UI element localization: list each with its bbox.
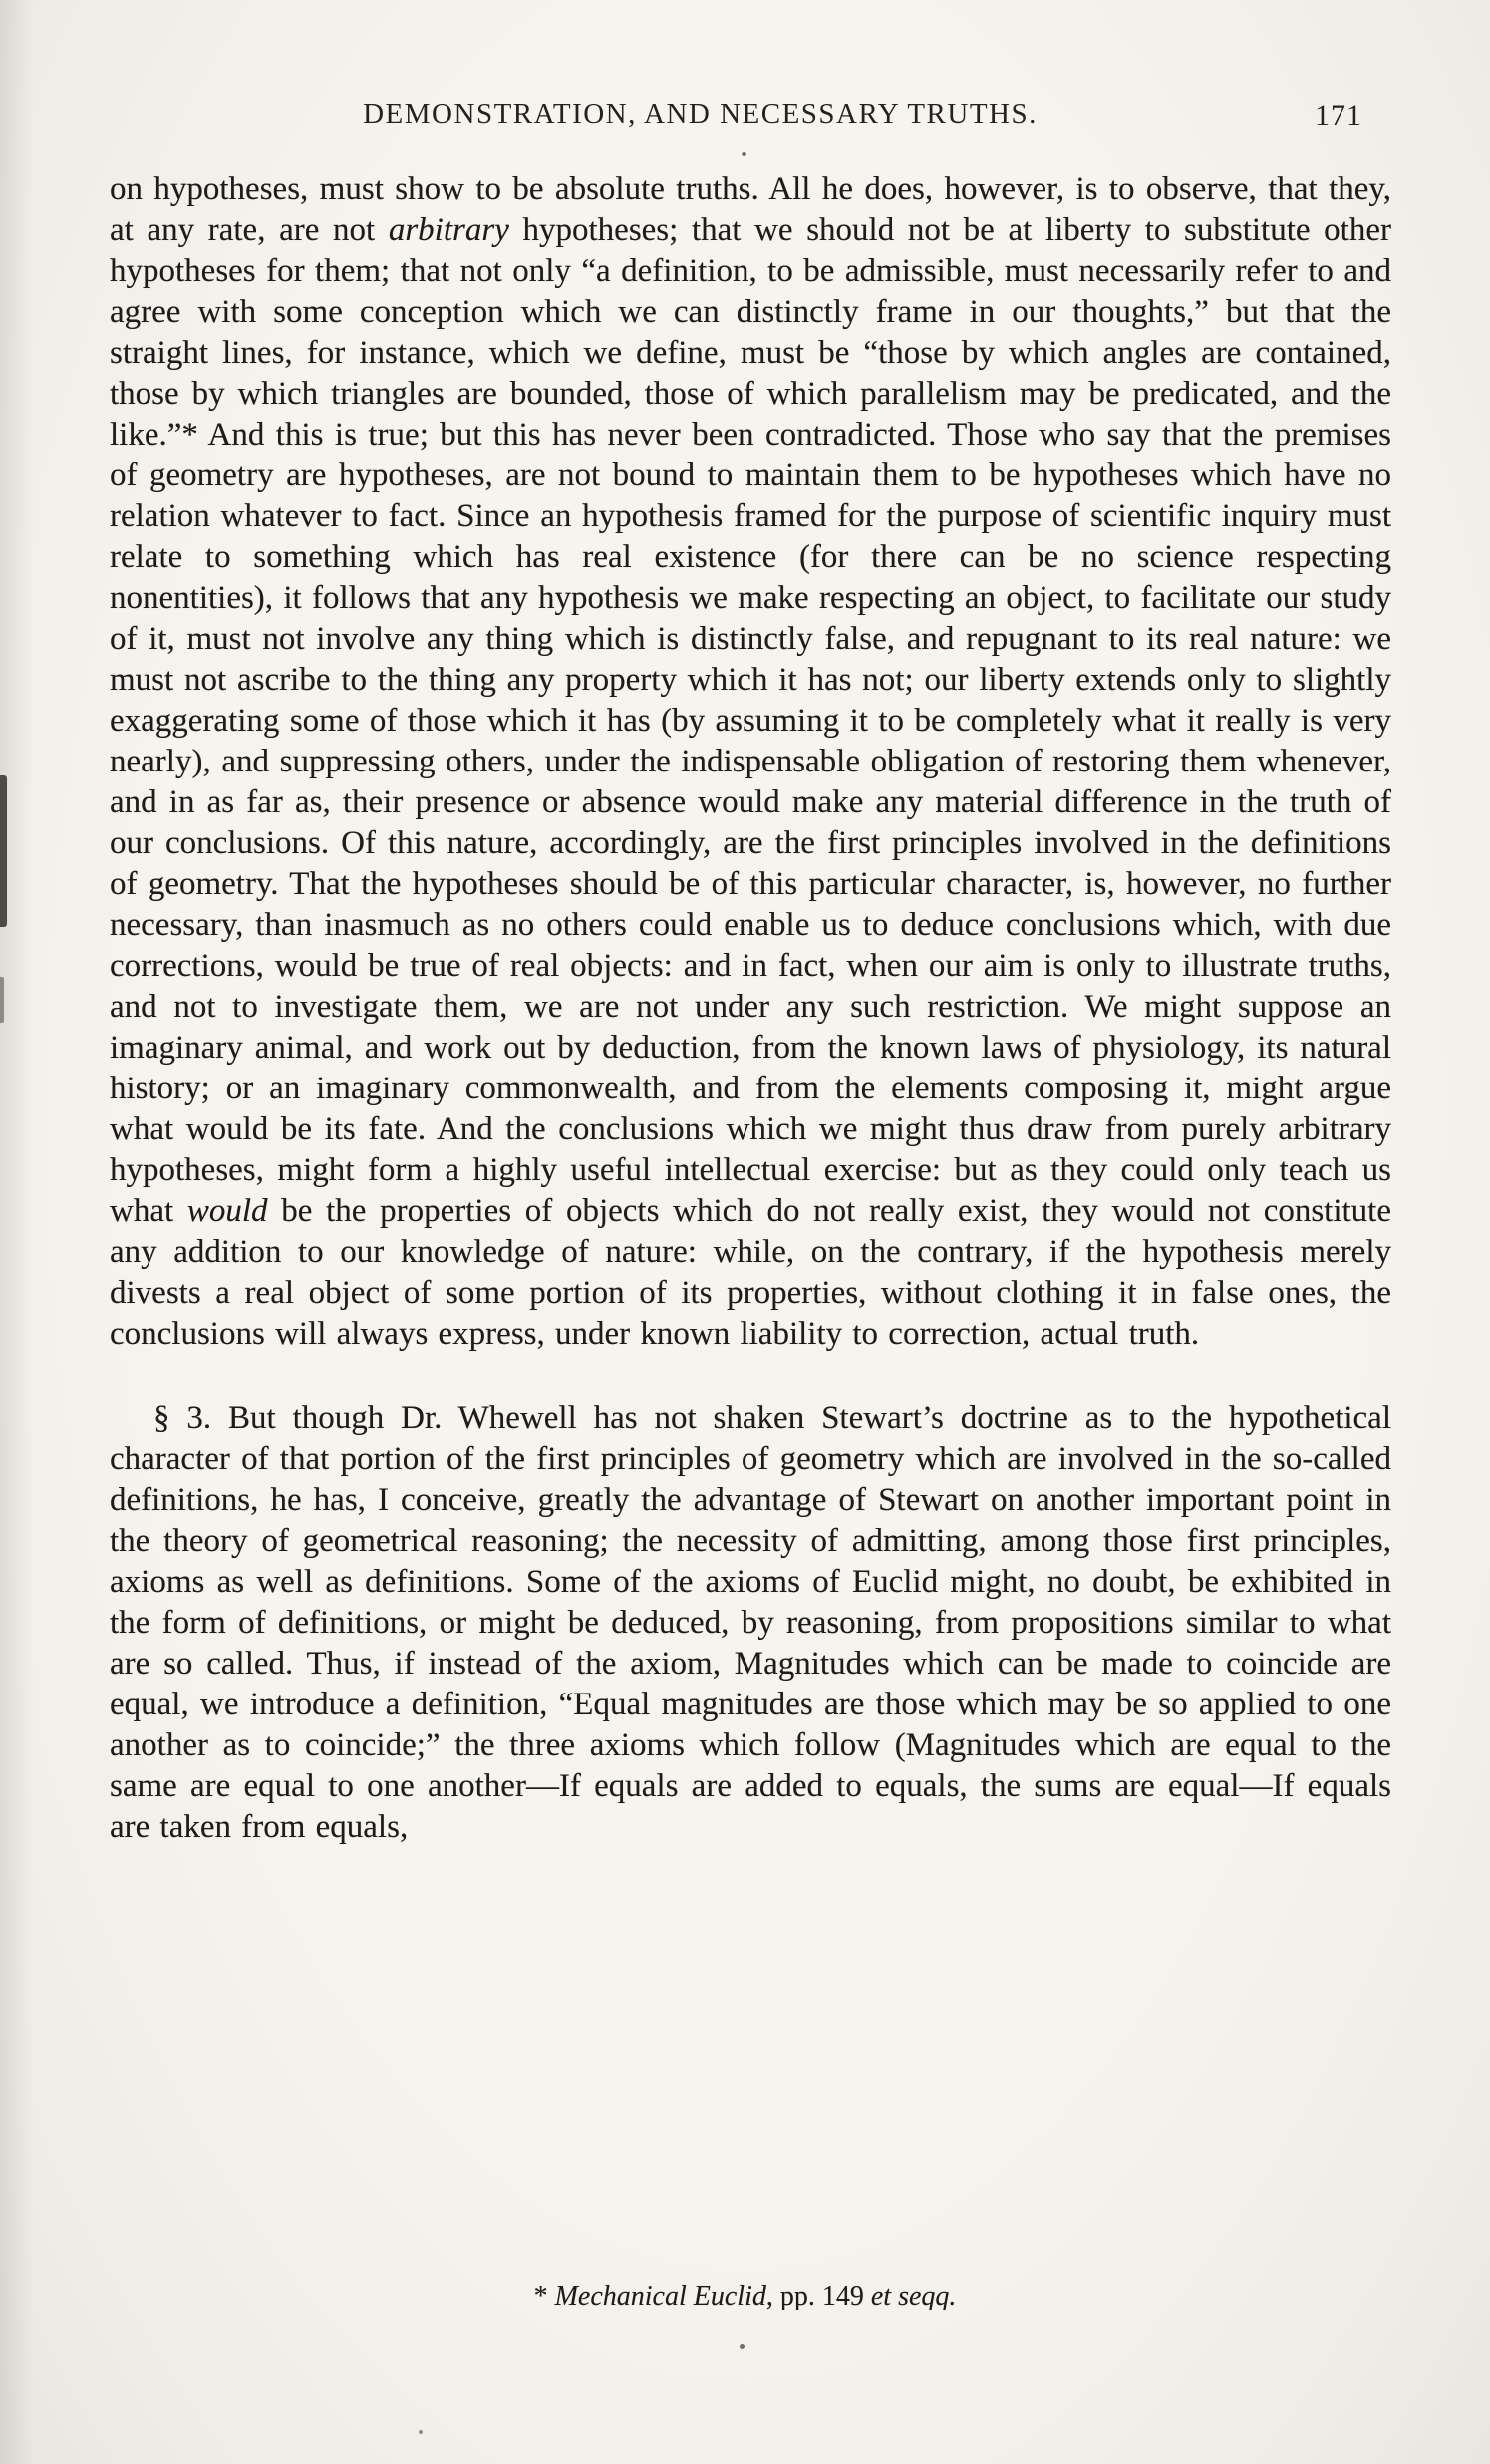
scan-artifact-left-edge: [0, 775, 7, 927]
scan-artifact-left-edge-2: [0, 977, 4, 1023]
running-header-title: DEMONSTRATION, AND NECESSARY TRUTHS.: [363, 98, 1038, 130]
page-body: [110, 169, 1391, 1848]
page-header: [110, 98, 1380, 138]
scan-speck: [419, 2430, 423, 2434]
paragraph-hypotheses: on hypotheses, must show to be absolute truths. All he does, however, is to observe, that they, at any rate, are not arbitrary hypotheses; that we should not be at liberty to substitute other hypotheses for them; that not only “a definition, to be admissible, must necessarily refer to and agree with some conception which we can distinctly frame in our thoughts,” but that the straight lines, for instance, which we define, must be “those by which angles are contained, those by which triangles are bounded, those of which parallelism may be predicated, and the like.”* And this is true; but this has never been contradicted. Those who say that the premises of geometry are hypotheses, are not bound to maintain them to be hypotheses which have no relation whatever to fact. Since an hypothesis framed for the purpose of scientific inquiry must relate to something which has real existence (for there can be no science respecting nonentities), it follows that any hypothesis we make respecting an object, to facilitate our study of it, must not involve any thing which is distinctly false, and repugnant to its real nature: we must not ascribe to the thing any property which it has not; our liberty extends only to slightly exaggerating some of those which it has (by assuming it to be completely what it really is very nearly), and suppressing others, under the indispensable obligation of restoring them whenever, and in as far as, their presence or absence would make any material difference in the truth of our conclusions. Of this nature, accordingly, are the first principles involved in the definitions of geometry. That the hypotheses should be of this particular character, is, however, no further necessary, than inasmuch as no others could enable us to deduce conclusions which, with due corrections, would be true of real objects: and in fact, when our aim is only to illustrate truths, and not to investigate them, we are not under any such restriction. We might suppose an imaginary animal, and work out by deduction, from the known laws of physiology, its natural history; or an imaginary commonwealth, and from the elements composing it, might argue what would be its fate. And the conclusions which we might thus draw from purely arbitrary hypotheses, might form a highly useful intellectual exercise: but as they could only teach us what would be the properties of objects which do not really exist, they would not constitute any addition to our knowledge of nature: while, on the contrary, if the hypothesis merely divests a real object of some portion of its properties, without clothing it in false ones, the conclusions will always express, under known liability to correction, actual truth.: [110, 171, 1391, 1352]
scan-speck: [740, 2344, 745, 2349]
page-number: 171: [1315, 99, 1362, 132]
paragraph-section-3: § 3. But though Dr. Whewell has not shaken Stewart’s doctrine as to the hypothetical character of that portion of the first principles of geometry which are involved in the so-called definitions, he has, I conceive, greatly the advantage of Stewart on another important point in the theory of geometrical reasoning; the necessity of admitting, among those first principles, axioms as well as definitions. Some of the axioms of Euclid might, no doubt, be exhibited in the form of definitions, or might be deduced, by reasoning, from propositions similar to what are so called. Thus, if instead of the axiom, Magnitudes which can be made to coincide are equal, we introduce a definition, “Equal magnitudes are those which may be so applied to one another as to coincide;” the three axioms which follow (Magnitudes which are equal to the same are equal to one another—If equals are added to equals, the sums are equal—If equals are taken from equals,: [110, 1400, 1391, 1845]
footnote: * Mechanical Euclid, pp. 149 et seqq.: [533, 2281, 957, 2311]
scan-speck: [742, 152, 746, 156]
